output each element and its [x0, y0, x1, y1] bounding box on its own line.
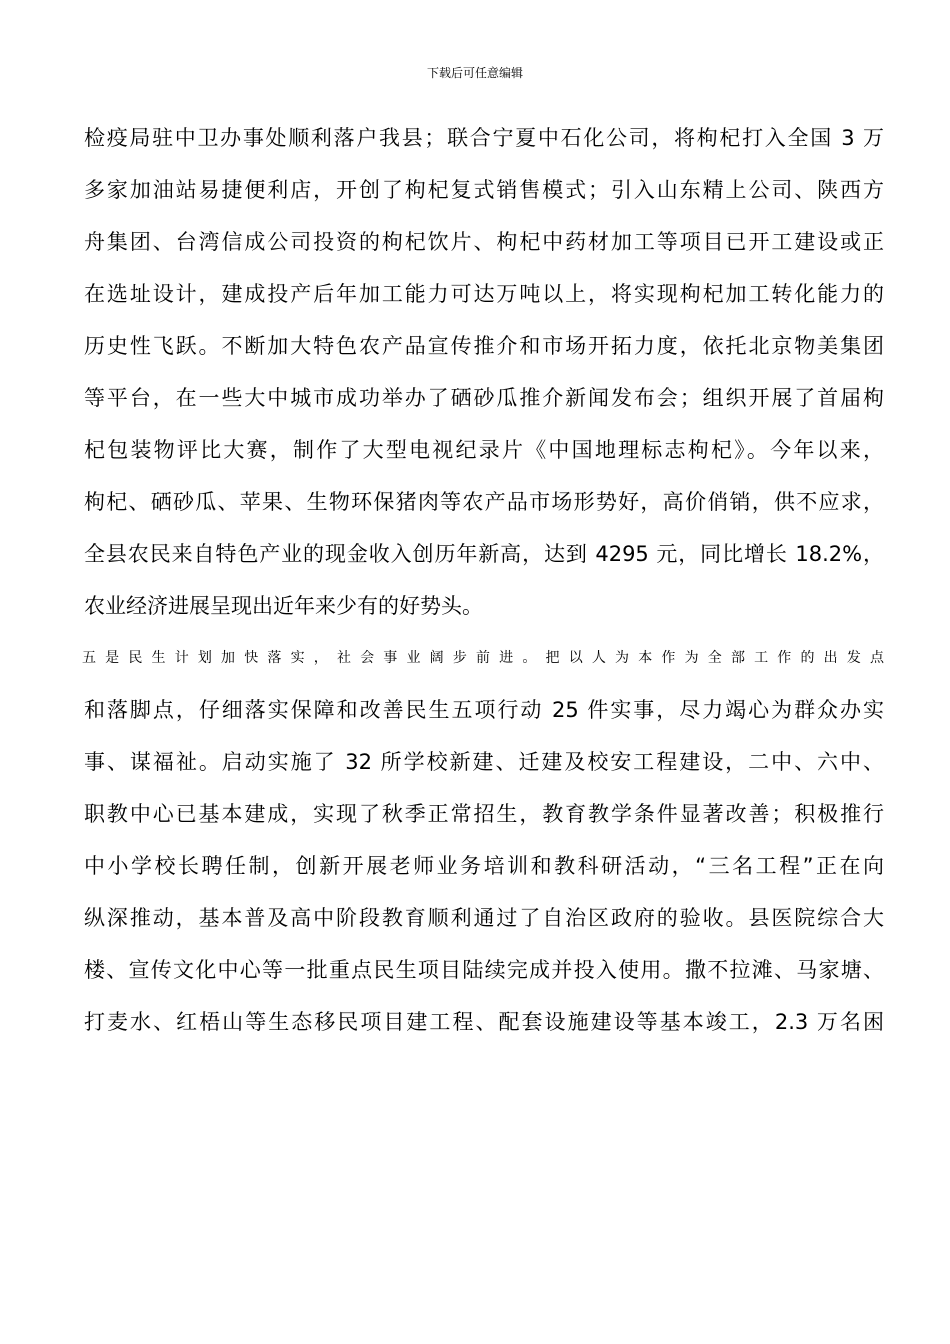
text-line: 全县农民来自特色产业的现金收入创历年新高，达到 4295 元，同比增长 18.2%， [84, 542, 884, 566]
text-line: 杞包装物评比大赛，制作了大型电视纪录片《中国地理标志枸杞》。今年以来， [84, 438, 884, 462]
text-line: 枸杞、硒砂瓜、苹果、生物环保猪肉等农产品市场形势好，高价俏销，供不应求， [84, 490, 884, 514]
text-line: 五是民生计划加快落实，社会事业阔步前进。把以人为本作为全部工作的出发点 [82, 650, 884, 666]
body-text [84, 112, 884, 1048]
text-line: 等平台，在一些大中城市成功举办了硒砂瓜推介新闻发布会；组织开展了首届枸 [84, 386, 884, 410]
text-line: 在选址设计，建成投产后年加工能力可达万吨以上，将实现枸杞加工转化能力的 [84, 282, 884, 306]
text-line: 打麦水、红梧山等生态移民项目建工程、配套设施建设等基本竣工，2.3 万名困 [84, 1010, 884, 1034]
text-line: 检疫局驻中卫办事处顺利落户我县；联合宁夏中石化公司，将枸杞打入全国 3 万 [84, 126, 884, 150]
text-line: 多家加油站易捷便利店，开创了枸杞复式销售模式；引入山东精上公司、陕西方 [84, 178, 884, 202]
text-line: 中小学校长聘任制，创新开展老师业务培训和教科研活动，“三名工程”正在向 [84, 854, 884, 878]
text-line: 和落脚点，仔细落实保障和改善民生五项行动 25 件实事，尽力竭心为群众办实 [84, 698, 884, 722]
page-header: 下载后可任意编辑 [426, 66, 523, 80]
text-line: 楼、宣传文化中心等一批重点民生项目陆续完成并投入使用。撒不拉滩、马家塘、 [84, 958, 884, 982]
text-line: 事、谋福祉。启动实施了 32 所学校新建、迁建及校安工程建设，二中、六中、 [84, 750, 884, 774]
text-line: 舟集团、台湾信成公司投资的枸杞饮片、枸杞中药材加工等项目已开工建设或正 [84, 230, 884, 254]
text-line: 农业经济进展呈现出近年来少有的好势头。 [84, 594, 483, 618]
text-line: 历史性飞跃。不断加大特色农产品宣传推介和市场开拓力度，依托北京物美集团 [84, 334, 884, 358]
text-line: 纵深推动，基本普及高中阶段教育顺利通过了自治区政府的验收。县医院综合大 [84, 906, 884, 930]
text-line: 职教中心已基本建成，实现了秋季正常招生，教育教学条件显著改善；积极推行 [84, 802, 884, 826]
